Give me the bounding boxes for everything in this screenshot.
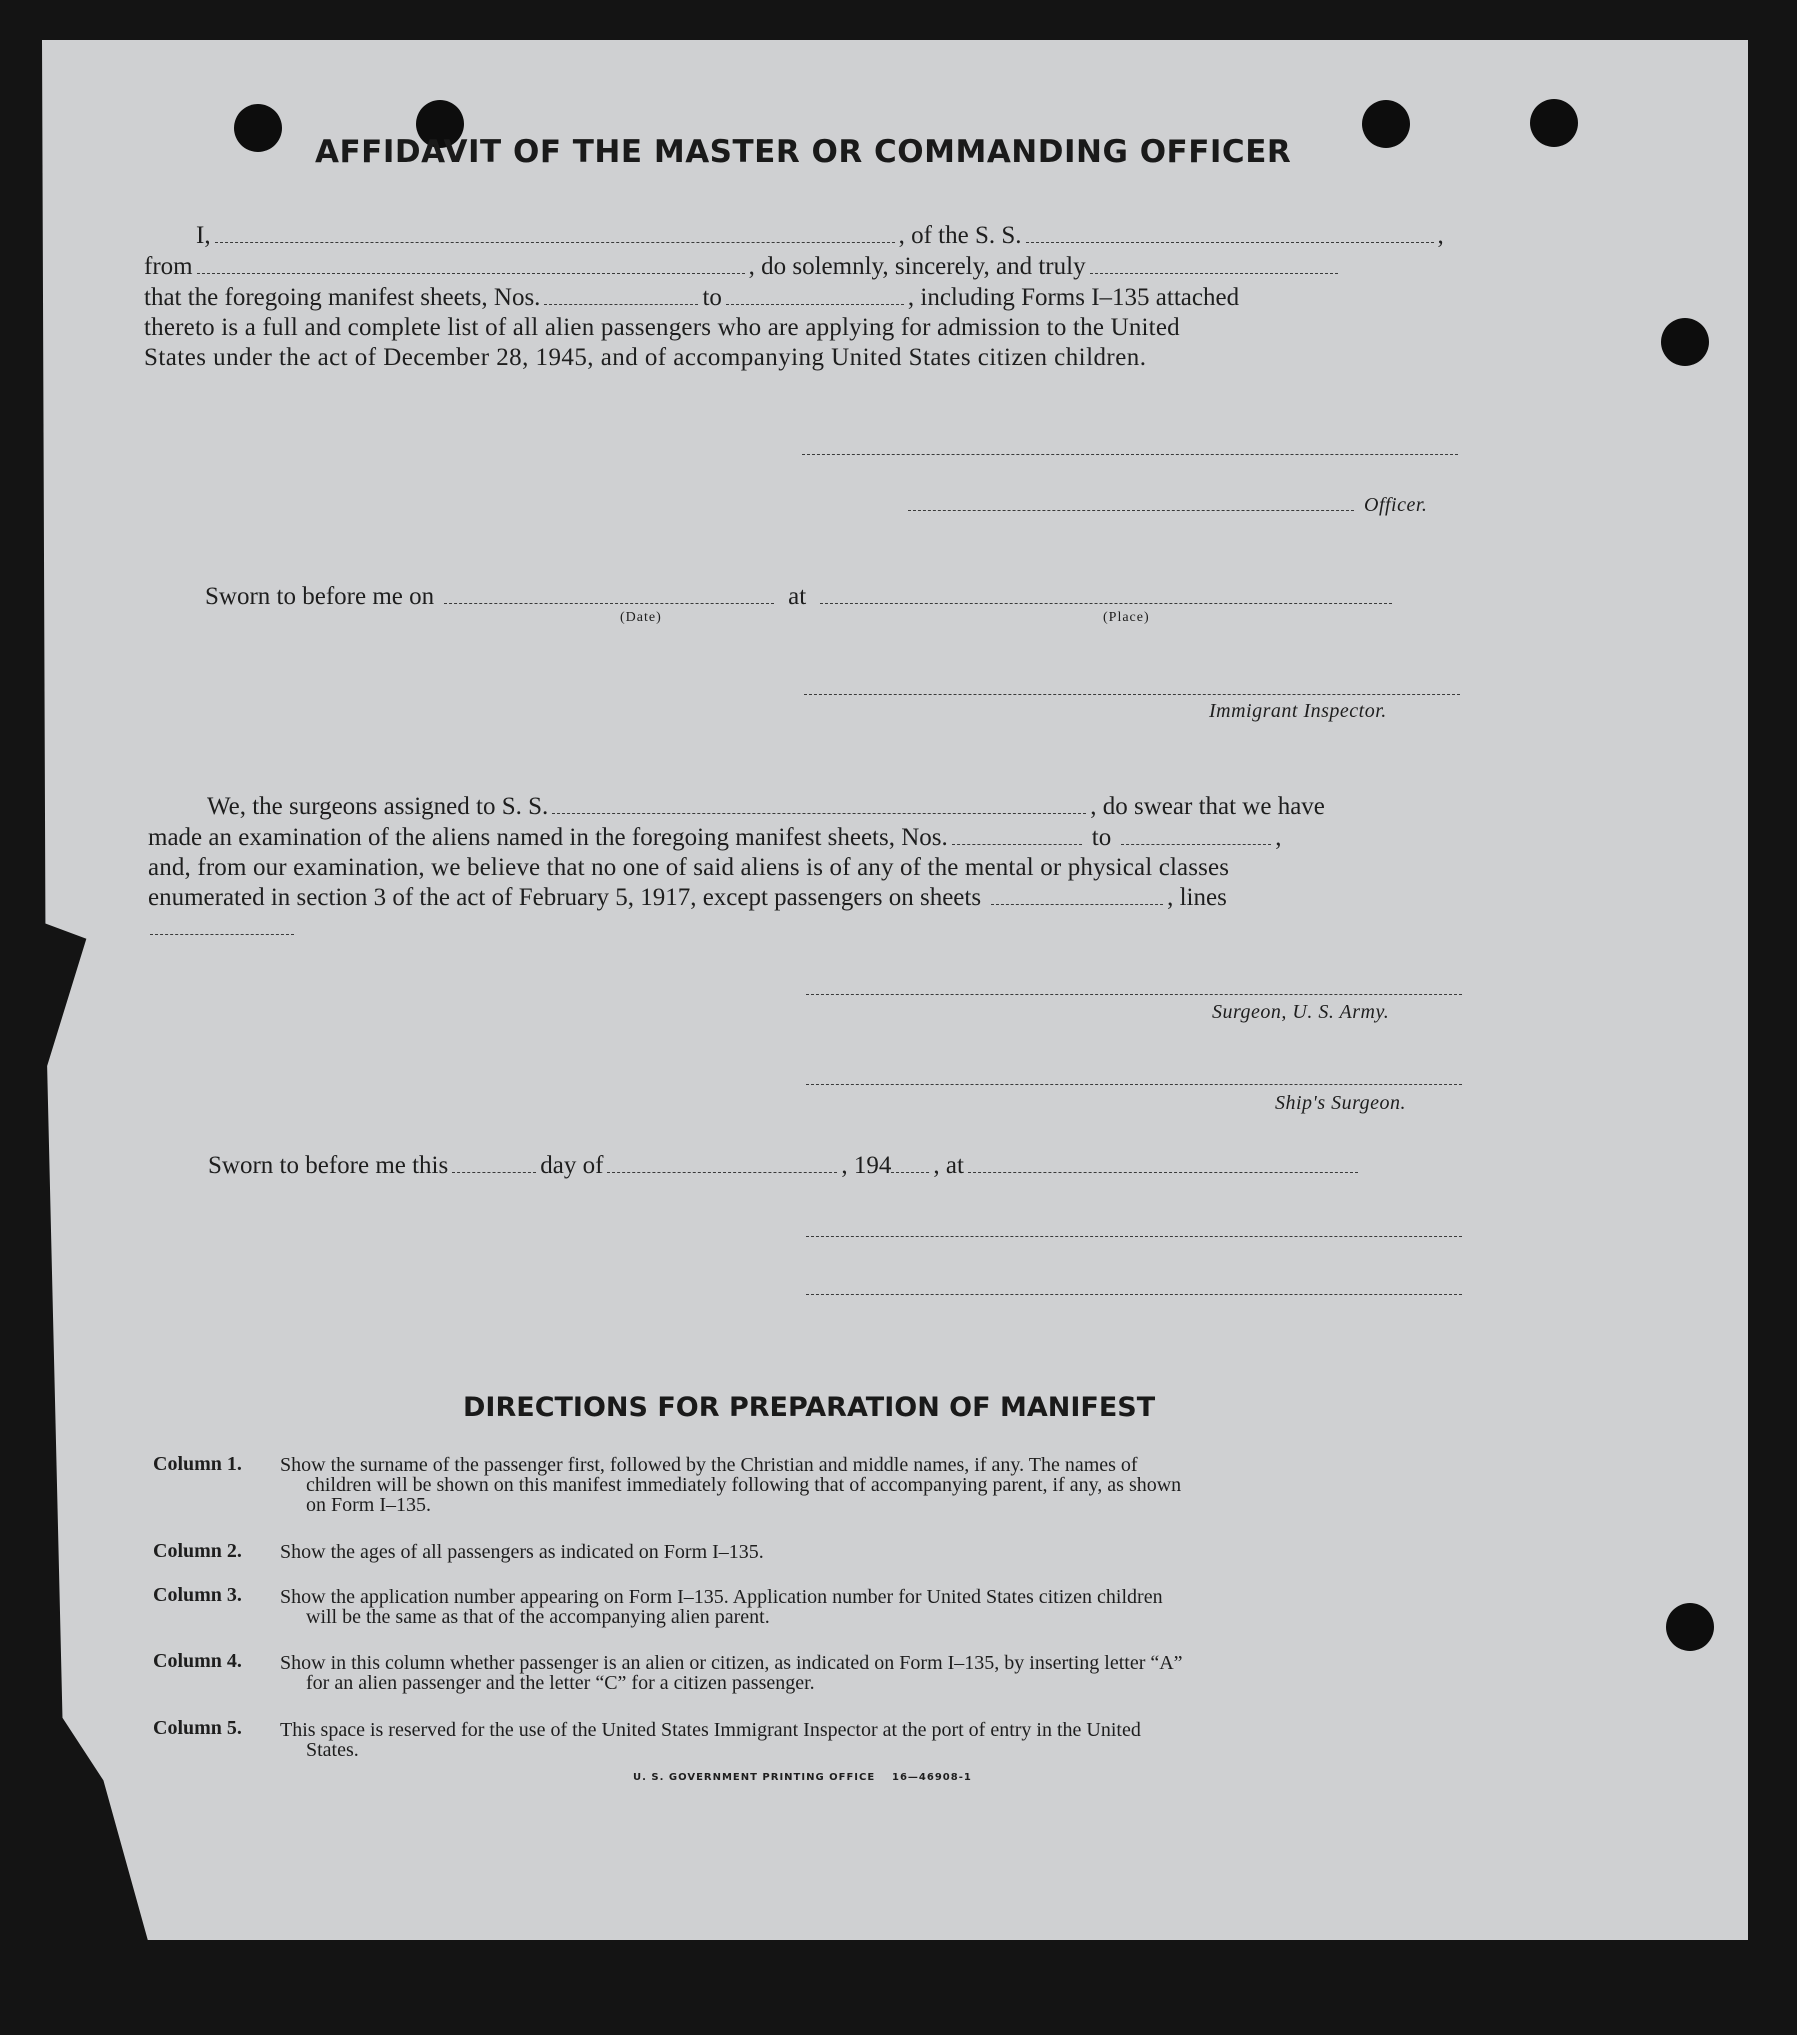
officer-title-line[interactable] — [908, 510, 1354, 511]
direction-text: on Form I–135. — [306, 1494, 431, 1516]
affidavit-text: I, — [196, 222, 211, 249]
sheet-to-field[interactable] — [726, 304, 904, 305]
direction-text: Show the ages of all passengers as indicated on Form I–135. — [280, 1541, 764, 1563]
sworn-text: , 194 — [841, 1152, 892, 1179]
surgeons-text: , lines — [1167, 884, 1227, 911]
sworn-date-field[interactable] — [444, 603, 774, 604]
surgeons-text: We, the surgeons assigned to S. S. — [207, 793, 549, 820]
affidavit-text: , — [1437, 222, 1444, 249]
surgeons-text: to — [1091, 824, 1112, 851]
ship-name-field[interactable] — [1026, 242, 1434, 243]
punch-hole — [1530, 99, 1578, 147]
affidavit-line-4: thereto is a full and complete list of all alien passengers who are applying for admission to the United — [144, 314, 1180, 341]
punch-hole — [1362, 100, 1410, 148]
sworn-year-field[interactable] — [891, 1172, 929, 1173]
surgeons-text: enumerated in section 3 of the act of February 5, 1917, except passengers on sheets — [148, 884, 982, 911]
column-4-text — [280, 1653, 1465, 1693]
affidavit-text: , of the S. S. — [898, 222, 1022, 249]
surgeons-text: made an examination of the aliens named in the foregoing manifest sheets, Nos. — [148, 824, 948, 851]
column-5-label: Column 5. — [153, 1717, 242, 1739]
direction-text: States. — [306, 1739, 359, 1761]
direction-text: will be the same as that of the accompanying alien parent. — [306, 1606, 770, 1628]
column-5-text — [280, 1720, 1465, 1760]
column-4-label: Column 4. — [153, 1650, 242, 1672]
affidavit-line-1 — [196, 222, 1444, 250]
affidavit-line-3 — [144, 284, 1239, 312]
date-caption: (Date) — [620, 610, 662, 625]
except-sheets-field[interactable] — [991, 904, 1163, 905]
officer-signature-line[interactable] — [802, 454, 1458, 455]
direction-text: Show the surname of the passenger first, followed by the Christian and middle names, if any. The names of — [280, 1454, 1138, 1476]
ship-surgeon-label: Ship's Surgeon. — [1275, 1092, 1407, 1114]
surgeons-line-4 — [148, 884, 1227, 912]
place-caption: (Place) — [1103, 610, 1150, 625]
column-3-label: Column 3. — [153, 1584, 242, 1606]
column-2-text — [280, 1542, 1465, 1562]
direction-text: Show the application number appearing on Form I–135. Application number for United States citizen children — [280, 1586, 1163, 1608]
army-surgeon-signature-line[interactable] — [806, 994, 1462, 995]
sworn-text: , at — [933, 1152, 964, 1179]
sworn-text: day of — [540, 1152, 604, 1179]
sworn-text: Sworn to before me on — [205, 583, 435, 610]
sworn-place-field[interactable] — [820, 603, 1392, 604]
punch-hole — [234, 104, 282, 152]
sworn-text: at — [788, 583, 807, 610]
sworn-month-field[interactable] — [607, 1172, 837, 1173]
surgeons-line-2 — [148, 824, 1281, 852]
form-title: AFFIDAVIT OF THE MASTER OR COMMANDING OFFICER — [315, 134, 1292, 170]
surgeon-sheet-to-field[interactable] — [1121, 844, 1271, 845]
surgeons-line-3: and, from our examination, we believe that no one of said aliens is of any of the mental or physical classes — [148, 854, 1230, 881]
affidavit-line-2 — [144, 253, 1342, 281]
direction-text: This space is reserved for the use of the United States Immigrant Inspector at the port of entry in the United — [280, 1719, 1141, 1741]
affidavit-text: , do solemnly, sincerely, and truly — [748, 253, 1086, 280]
affidavit-text: that the foregoing manifest sheets, Nos. — [144, 284, 541, 311]
affidavit-text: from — [144, 253, 193, 280]
direction-text: children will be shown on this manifest immediately following that of accompanying parent, if any, as shown — [306, 1474, 1182, 1496]
direction-text: Show in this column whether passenger is an alien or citizen, as indicated on Form I–135, by inserting letter “A” — [280, 1652, 1183, 1674]
sheet-from-field[interactable] — [544, 304, 698, 305]
affidavit-text: , including Forms I–135 attached — [907, 284, 1240, 311]
direction-text: for an alien passenger and the letter “C” for a citizen passenger. — [306, 1672, 815, 1694]
except-lines-field[interactable] — [150, 934, 294, 935]
surgeons-text: , — [1275, 824, 1282, 851]
sworn-title-line[interactable] — [806, 1294, 1462, 1295]
oath-field[interactable] — [1090, 273, 1338, 274]
column-3-text — [280, 1587, 1465, 1627]
inspector-signature-line[interactable] — [804, 694, 1460, 695]
punch-hole — [1666, 1603, 1714, 1651]
surgeon-ship-field[interactable] — [552, 813, 1086, 814]
column-1-text — [280, 1455, 1465, 1515]
directions-title: DIRECTIONS FOR PREPARATION OF MANIFEST — [463, 1392, 1156, 1423]
sworn-signature-line[interactable] — [806, 1236, 1462, 1237]
form-code: 16—46908-1 — [892, 1772, 972, 1783]
column-2-label: Column 2. — [153, 1540, 242, 1562]
ship-surgeon-signature-line[interactable] — [806, 1084, 1462, 1085]
sworn-text: Sworn to before me this — [208, 1152, 449, 1179]
sworn-at-field[interactable] — [968, 1172, 1358, 1173]
officer-label: Officer. — [1364, 494, 1428, 516]
sworn-line-1 — [205, 583, 1396, 611]
inspector-label: Immigrant Inspector. — [1209, 700, 1387, 722]
column-1-label: Column 1. — [153, 1453, 242, 1475]
punch-hole — [1661, 318, 1709, 366]
surgeon-sheet-from-field[interactable] — [952, 844, 1082, 845]
surgeons-line-1 — [207, 793, 1325, 821]
affidavit-line-5: States under the act of December 28, 1945, and of accompanying United States citizen children. — [144, 344, 1147, 371]
surgeons-text: , do swear that we have — [1090, 793, 1325, 820]
army-surgeon-label: Surgeon, U. S. Army. — [1212, 1001, 1390, 1023]
sworn-line-2 — [208, 1152, 1362, 1180]
sworn-day-field[interactable] — [452, 1172, 536, 1173]
printer-imprint: U. S. GOVERNMENT PRINTING OFFICE — [633, 1772, 876, 1783]
affidavit-text: to — [702, 284, 722, 311]
port-from-field[interactable] — [197, 273, 745, 274]
master-name-field[interactable] — [215, 242, 895, 243]
